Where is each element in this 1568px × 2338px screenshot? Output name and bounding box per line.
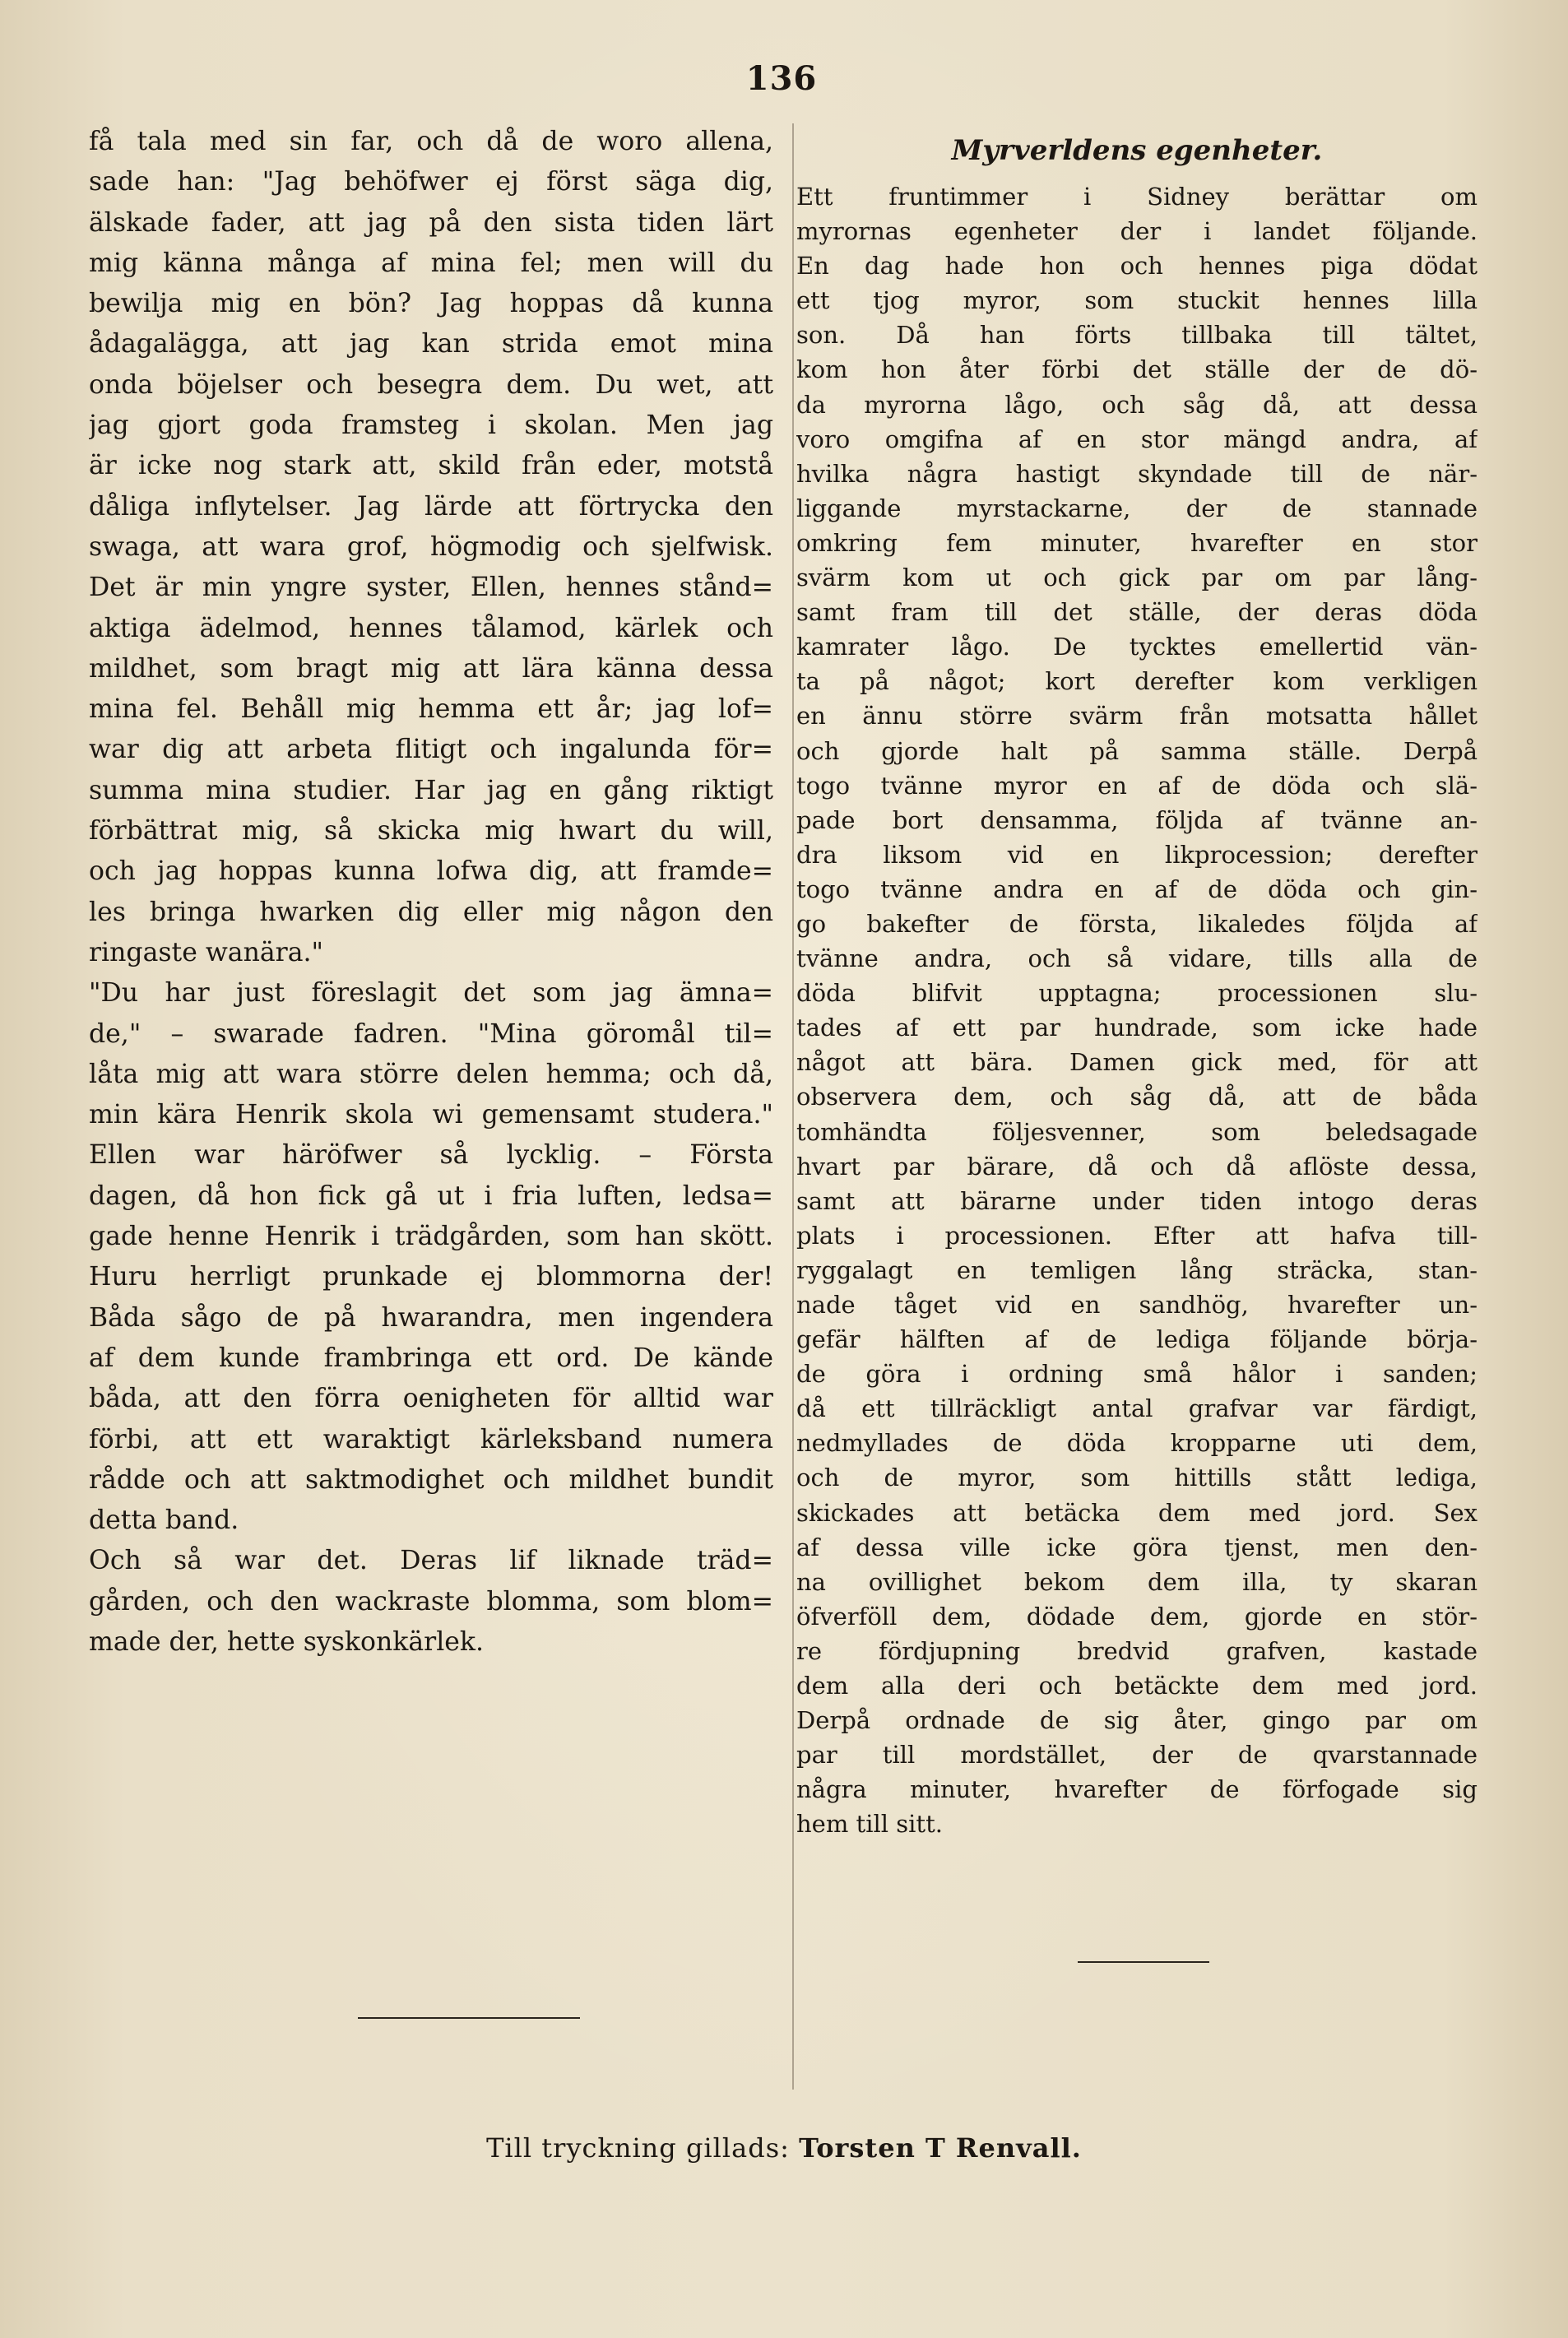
text-line: de göra i ordning små hålor i sanden; — [796, 1360, 1478, 1389]
text-line: ta på något; kort derefter kom verkligen — [796, 667, 1478, 696]
text-line: låta mig att wara större delen hemma; och då, — [89, 1059, 773, 1089]
text-line: hvart par bärare, då och då aflöste dessa, — [796, 1152, 1478, 1181]
text-line: onda böjelser och besegra dem. Du wet, att — [89, 369, 773, 400]
text-line: summa mina studier. Har jag en gång riktigt — [89, 775, 773, 805]
right-end-rule — [1078, 1961, 1209, 1963]
imprint-prefix: Till tryckning gillads: — [486, 2132, 790, 2164]
text-line: son. Då han förts tillbaka till tältet, — [796, 321, 1478, 350]
text-line: af dem kunde frambringa ett ord. De kände — [89, 1343, 773, 1373]
text-line: svärm kom ut och gick par om par lång- — [796, 564, 1478, 592]
text-line: tvänne andra, och så vidare, tills alla de — [796, 944, 1478, 973]
text-line: go bakefter de första, likaledes följda af — [796, 909, 1478, 938]
text-line: les bringa hwarken dig eller mig någon den — [89, 897, 773, 927]
text-line: hvilka några hastigt skyndade till de när- — [796, 459, 1478, 488]
text-line: hem till sitt. — [796, 1810, 943, 1839]
text-line: är icke nog stark att, skild från eder, motstå — [89, 451, 773, 481]
text-line: något att bära. Damen gick med, för att — [796, 1048, 1478, 1077]
text-line: pade bort densamma, följda af tvänne an- — [796, 805, 1478, 834]
text-line: myrornas egenheter der i landet följande. — [796, 217, 1478, 246]
imprint — [0, 2132, 1568, 2164]
imprint-name: Torsten T Renvall. — [799, 2132, 1082, 2164]
text-line: dåliga inflytelser. Jag lärde att förtrycka den — [89, 491, 773, 522]
text-line: par till mordstället, der de qvarstannade — [796, 1741, 1478, 1770]
text-line: Ellen war häröfwer så lycklig. – Första — [89, 1140, 773, 1171]
text-line: voro omgifna af en stor mängd andra, af — [796, 424, 1478, 453]
text-line: rådde och att saktmodighet och mildhet bundit — [89, 1464, 773, 1495]
text-line: plats i processionen. Efter att hafva till- — [796, 1221, 1478, 1250]
right-column — [796, 132, 1478, 1842]
text-line: da myrorna lågo, och såg då, att dessa — [796, 390, 1478, 419]
text-line: dra liksom vid en likprocession; derefter — [796, 840, 1478, 869]
text-line: tomhändta följesvenner, som beledsagade — [796, 1117, 1478, 1146]
text-line: Båda sågo de på hwarandra, men ingendera — [89, 1302, 773, 1333]
page-number: 136 — [745, 59, 818, 98]
text-line: dem alla deri och betäckte dem med jord. — [796, 1672, 1478, 1700]
text-line: "Du har just föreslagit det som jag ämna= — [89, 978, 773, 1009]
text-line: de," – swarade fadren. "Mina göromål til= — [89, 1018, 773, 1049]
text-line: nedmyllades de döda kropparne uti dem, — [796, 1429, 1478, 1458]
text-line: omkring fem minuter, hvarefter en stor — [796, 528, 1478, 557]
text-line: Ett fruntimmer i Sidney berättar om — [796, 183, 1478, 211]
text-line: gade henne Henrik i trädgården, som han skött. — [89, 1222, 773, 1252]
text-line: togo tvänne andra en af de döda och gin- — [796, 874, 1478, 903]
article-heading: Myrverldens egenheter. — [951, 134, 1323, 167]
text-line: några minuter, hvarefter de förfogade sig — [796, 1775, 1478, 1804]
text-line: förbi, att ett waraktigt kärleksband numera — [89, 1424, 773, 1454]
text-line: kamrater lågo. De tycktes emellertid vän- — [796, 633, 1478, 661]
text-line: jag gjort goda framsteg i skolan. Men jag — [89, 411, 773, 441]
text-line: då ett tillräckligt antal grafvar var färdigt, — [796, 1394, 1478, 1423]
text-line: Och så war det. Deras lif liknade träd= — [89, 1546, 773, 1576]
text-line: gården, och den wackraste blomma, som blom= — [89, 1586, 773, 1617]
text-line: liggande myrstackarne, der de stannade — [796, 494, 1478, 522]
text-line: döda blifvit upptagna; processionen slu- — [796, 979, 1478, 1008]
text-line: sade han: "Jag behöfwer ej först säga dig, — [89, 167, 773, 197]
text-line: mig känna många af mina fel; men will du — [89, 248, 773, 278]
text-line: Derpå ordnade de sig åter, gingo par om — [796, 1706, 1478, 1735]
text-line: min kära Henrik skola wi gemensamt studera." — [89, 1100, 773, 1130]
text-line: tades af ett par hundrade, som icke hade — [796, 1014, 1478, 1042]
text-line: re fördjupning bredvid grafven, kastade — [796, 1636, 1478, 1665]
text-line: Huru herrligt prunkade ej blommorna der! — [89, 1262, 773, 1292]
column-divider — [792, 123, 794, 2090]
article-body — [796, 179, 1478, 1842]
text-line: ett tjog myror, som stuckit hennes lilla — [796, 286, 1478, 315]
text-line: ådagalägga, att jag kan strida emot mina — [89, 329, 773, 360]
text-line: öfverföll dem, dödade dem, gjorde en stör- — [796, 1602, 1478, 1631]
text-line: swaga, att wara grof, högmodig och sjelfwisk. — [89, 531, 773, 562]
text-line: ryggalagt en temligen lång sträcka, stan- — [796, 1255, 1478, 1284]
text-line: mildhet, som bragt mig att lära känna dessa — [89, 653, 773, 684]
text-line: aktiga ädelmod, hennes tålamod, kärlek och — [89, 613, 773, 643]
text-line: En dag hade hon och hennes piga dödat — [796, 252, 1478, 281]
text-line: och jag hoppas kunna lofwa dig, att framde= — [89, 856, 773, 887]
text-line: made der, hette syskonkärlek. — [89, 1626, 485, 1657]
text-line: af dessa ville icke göra tjenst, men den- — [796, 1533, 1478, 1561]
text-line: detta band. — [89, 1505, 239, 1536]
text-line: skickades att betäcka dem med jord. Sex — [796, 1498, 1478, 1527]
text-line: mina fel. Behåll mig hemma ett år; jag lof= — [89, 694, 773, 725]
text-line: älskade fader, att jag på den sista tiden lärt — [89, 207, 773, 238]
left-column — [89, 122, 773, 1663]
text-line: kom hon åter förbi det ställe der de dö- — [796, 355, 1478, 384]
text-line: en ännu större svärm från motsatta hållet — [796, 702, 1478, 731]
text-line: bewilja mig en bön? Jag hoppas då kunna — [89, 289, 773, 319]
text-line: ringaste wanära." — [89, 937, 323, 967]
text-line: Det är min yngre syster, Ellen, hennes stånd= — [89, 573, 773, 603]
text-line: observera dem, och såg då, att de båda — [796, 1083, 1478, 1111]
text-line: förbättrat mig, så skicka mig hwart du will, — [89, 816, 773, 847]
left-end-rule — [358, 2017, 580, 2019]
text-line: nade tåget vid en sandhög, hvarefter un- — [796, 1291, 1478, 1319]
text-line: båda, att den förra oenigheten för alltid war — [89, 1384, 773, 1414]
text-line: dagen, då hon fick gå ut i fria luften, ledsa= — [89, 1181, 773, 1211]
text-line: war dig att arbeta flitigt och ingalunda för= — [89, 735, 773, 765]
text-line: få tala med sin far, och då de woro allena, — [89, 127, 773, 156]
text-line: och gjorde halt på samma ställe. Derpå — [796, 736, 1478, 765]
text-line: gefär hälften af de lediga följande börja- — [796, 1325, 1478, 1354]
text-line: togo tvänne myror en af de döda och slä- — [796, 771, 1478, 800]
text-line: na ovillighet bekom dem illa, ty skaran — [796, 1567, 1478, 1596]
text-line: och de myror, som hittills stått lediga, — [796, 1464, 1478, 1492]
text-line: samt att bärarne under tiden intogo deras — [796, 1186, 1478, 1215]
text-line: samt fram till det ställe, der deras döda — [796, 598, 1478, 627]
